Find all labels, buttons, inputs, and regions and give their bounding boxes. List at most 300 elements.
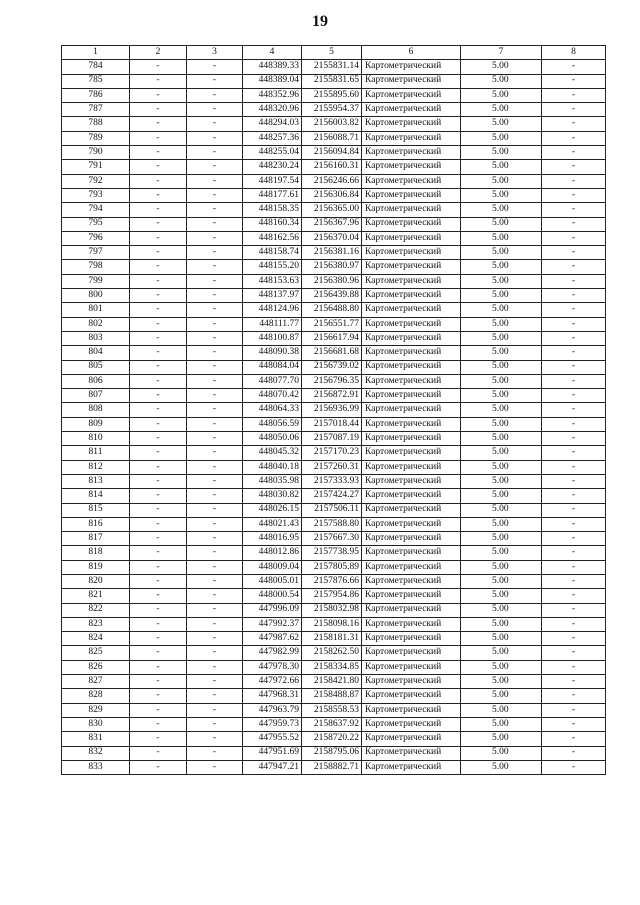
method-cell: Картометрический [362, 432, 461, 446]
table-row [62, 646, 606, 660]
method-cell: Картометрический [362, 303, 461, 317]
x-coordinate-cell: 448230.24 [243, 160, 302, 174]
table-row [62, 417, 606, 431]
method-cell: Картометрический [362, 660, 461, 674]
col2-cell: - [130, 303, 187, 317]
col8-cell: - [542, 446, 606, 460]
col2-cell: - [130, 689, 187, 703]
y-coordinate-cell: 2156796.35 [302, 374, 362, 388]
accuracy-cell: 5.00 [461, 660, 542, 674]
col8-cell: - [542, 88, 606, 102]
accuracy-cell: 5.00 [461, 746, 542, 760]
table-row [62, 403, 606, 417]
col2-cell: - [130, 474, 187, 488]
accuracy-cell: 5.00 [461, 103, 542, 117]
point-number-cell: 811 [62, 446, 130, 460]
col2-cell: - [130, 717, 187, 731]
table-row [62, 331, 606, 345]
y-coordinate-cell: 2157805.89 [302, 560, 362, 574]
y-coordinate-cell: 2156872.91 [302, 389, 362, 403]
point-number-cell: 798 [62, 260, 130, 274]
point-number-cell: 793 [62, 188, 130, 202]
col2-cell: - [130, 103, 187, 117]
header-cell: 7 [461, 46, 542, 60]
col8-cell: - [542, 489, 606, 503]
method-cell: Картометрический [362, 532, 461, 546]
method-cell: Картометрический [362, 203, 461, 217]
x-coordinate-cell: 448100.87 [243, 331, 302, 345]
table-row [62, 446, 606, 460]
col3-cell: - [187, 603, 243, 617]
col8-cell: - [542, 660, 606, 674]
accuracy-cell: 5.00 [461, 188, 542, 202]
col3-cell: - [187, 289, 243, 303]
accuracy-cell: 5.00 [461, 289, 542, 303]
col8-cell: - [542, 117, 606, 131]
col8-cell: - [542, 632, 606, 646]
accuracy-cell: 5.00 [461, 303, 542, 317]
y-coordinate-cell: 2156488.80 [302, 303, 362, 317]
point-number-cell: 832 [62, 746, 130, 760]
method-cell: Картометрический [362, 389, 461, 403]
y-coordinate-cell: 2155895.60 [302, 88, 362, 102]
col3-cell: - [187, 732, 243, 746]
col2-cell: - [130, 574, 187, 588]
x-coordinate-cell: 448045.32 [243, 446, 302, 460]
point-number-cell: 813 [62, 474, 130, 488]
col8-cell: - [542, 760, 606, 774]
accuracy-cell: 5.00 [461, 489, 542, 503]
col8-cell: - [542, 432, 606, 446]
x-coordinate-cell: 448153.63 [243, 274, 302, 288]
col2-cell: - [130, 160, 187, 174]
y-coordinate-cell: 2158795.06 [302, 746, 362, 760]
col3-cell: - [187, 460, 243, 474]
accuracy-cell: 5.00 [461, 446, 542, 460]
y-coordinate-cell: 2156160.31 [302, 160, 362, 174]
col2-cell: - [130, 732, 187, 746]
table-row [62, 574, 606, 588]
col2-cell: - [130, 88, 187, 102]
col3-cell: - [187, 88, 243, 102]
col2-cell: - [130, 246, 187, 260]
col8-cell: - [542, 675, 606, 689]
y-coordinate-cell: 2156551.77 [302, 317, 362, 331]
y-coordinate-cell: 2158882.71 [302, 760, 362, 774]
col2-cell: - [130, 260, 187, 274]
accuracy-cell: 5.00 [461, 474, 542, 488]
x-coordinate-cell: 448050.06 [243, 432, 302, 446]
col8-cell: - [542, 60, 606, 74]
accuracy-cell: 5.00 [461, 60, 542, 74]
accuracy-cell: 5.00 [461, 331, 542, 345]
y-coordinate-cell: 2156380.96 [302, 274, 362, 288]
col8-cell: - [542, 646, 606, 660]
col3-cell: - [187, 417, 243, 431]
col8-cell: - [542, 689, 606, 703]
col3-cell: - [187, 675, 243, 689]
col3-cell: - [187, 432, 243, 446]
table-row [62, 317, 606, 331]
y-coordinate-cell: 2157018.44 [302, 417, 362, 431]
col8-cell: - [542, 389, 606, 403]
table-row [62, 560, 606, 574]
point-number-cell: 786 [62, 88, 130, 102]
method-cell: Картометрический [362, 560, 461, 574]
table-row [62, 632, 606, 646]
method-cell: Картометрический [362, 589, 461, 603]
y-coordinate-cell: 2156381.16 [302, 246, 362, 260]
y-coordinate-cell: 2158637.92 [302, 717, 362, 731]
y-coordinate-cell: 2158720.22 [302, 732, 362, 746]
col2-cell: - [130, 603, 187, 617]
col8-cell: - [542, 74, 606, 88]
method-cell: Картометрический [362, 346, 461, 360]
x-coordinate-cell: 448077.70 [243, 374, 302, 388]
method-cell: Картометрический [362, 60, 461, 74]
y-coordinate-cell: 2156370.04 [302, 231, 362, 245]
method-cell: Картометрический [362, 546, 461, 560]
col3-cell: - [187, 532, 243, 546]
col8-cell: - [542, 532, 606, 546]
method-cell: Картометрический [362, 732, 461, 746]
accuracy-cell: 5.00 [461, 88, 542, 102]
point-number-cell: 831 [62, 732, 130, 746]
col3-cell: - [187, 446, 243, 460]
accuracy-cell: 5.00 [461, 589, 542, 603]
method-cell: Картометрический [362, 403, 461, 417]
col2-cell: - [130, 146, 187, 160]
col2-cell: - [130, 117, 187, 131]
header-cell: 8 [542, 46, 606, 60]
x-coordinate-cell: 447996.09 [243, 603, 302, 617]
col3-cell: - [187, 103, 243, 117]
x-coordinate-cell: 447982.99 [243, 646, 302, 660]
y-coordinate-cell: 2156380.97 [302, 260, 362, 274]
col2-cell: - [130, 532, 187, 546]
x-coordinate-cell: 447959.73 [243, 717, 302, 731]
point-number-cell: 790 [62, 146, 130, 160]
table-row [62, 474, 606, 488]
col8-cell: - [542, 217, 606, 231]
y-coordinate-cell: 2157087.19 [302, 432, 362, 446]
accuracy-cell: 5.00 [461, 146, 542, 160]
header-cell: 5 [302, 46, 362, 60]
point-number-cell: 821 [62, 589, 130, 603]
col8-cell: - [542, 589, 606, 603]
col3-cell: - [187, 60, 243, 74]
col3-cell: - [187, 489, 243, 503]
table-row [62, 174, 606, 188]
y-coordinate-cell: 2158334.85 [302, 660, 362, 674]
col3-cell: - [187, 131, 243, 145]
col3-cell: - [187, 703, 243, 717]
point-number-cell: 788 [62, 117, 130, 131]
table-row [62, 74, 606, 88]
col3-cell: - [187, 403, 243, 417]
col8-cell: - [542, 303, 606, 317]
point-number-cell: 830 [62, 717, 130, 731]
y-coordinate-cell: 2157738.95 [302, 546, 362, 560]
x-coordinate-cell: 448158.74 [243, 246, 302, 260]
accuracy-cell: 5.00 [461, 203, 542, 217]
col2-cell: - [130, 360, 187, 374]
y-coordinate-cell: 2156739.02 [302, 360, 362, 374]
col8-cell: - [542, 146, 606, 160]
col2-cell: - [130, 632, 187, 646]
method-cell: Картометрический [362, 632, 461, 646]
col8-cell: - [542, 546, 606, 560]
x-coordinate-cell: 448026.15 [243, 503, 302, 517]
table-row [62, 60, 606, 74]
col8-cell: - [542, 103, 606, 117]
y-coordinate-cell: 2156439.88 [302, 289, 362, 303]
col3-cell: - [187, 660, 243, 674]
x-coordinate-cell: 448056.59 [243, 417, 302, 431]
y-coordinate-cell: 2157260.31 [302, 460, 362, 474]
col8-cell: - [542, 188, 606, 202]
accuracy-cell: 5.00 [461, 732, 542, 746]
x-coordinate-cell: 448137.97 [243, 289, 302, 303]
col3-cell: - [187, 389, 243, 403]
col2-cell: - [130, 289, 187, 303]
method-cell: Картометрический [362, 460, 461, 474]
method-cell: Картометрический [362, 289, 461, 303]
table-row [62, 546, 606, 560]
method-cell: Картометрический [362, 617, 461, 631]
col2-cell: - [130, 460, 187, 474]
y-coordinate-cell: 2158558.53 [302, 703, 362, 717]
col3-cell: - [187, 246, 243, 260]
accuracy-cell: 5.00 [461, 460, 542, 474]
col2-cell: - [130, 432, 187, 446]
col3-cell: - [187, 632, 243, 646]
col8-cell: - [542, 203, 606, 217]
x-coordinate-cell: 448030.82 [243, 489, 302, 503]
method-cell: Картометрический [362, 217, 461, 231]
x-coordinate-cell: 448352.96 [243, 88, 302, 102]
y-coordinate-cell: 2157588.80 [302, 517, 362, 531]
table-row [62, 303, 606, 317]
x-coordinate-cell: 448389.33 [243, 60, 302, 74]
col2-cell: - [130, 675, 187, 689]
method-cell: Картометрический [362, 746, 461, 760]
y-coordinate-cell: 2157876.66 [302, 574, 362, 588]
point-number-cell: 797 [62, 246, 130, 260]
method-cell: Картометрический [362, 675, 461, 689]
point-number-cell: 804 [62, 346, 130, 360]
x-coordinate-cell: 448021.43 [243, 517, 302, 531]
col3-cell: - [187, 331, 243, 345]
method-cell: Картометрический [362, 160, 461, 174]
point-number-cell: 819 [62, 560, 130, 574]
col2-cell: - [130, 203, 187, 217]
method-cell: Картометрический [362, 417, 461, 431]
table-row [62, 289, 606, 303]
method-cell: Картометрический [362, 360, 461, 374]
col3-cell: - [187, 546, 243, 560]
accuracy-cell: 5.00 [461, 517, 542, 531]
x-coordinate-cell: 448257.36 [243, 131, 302, 145]
col8-cell: - [542, 746, 606, 760]
accuracy-cell: 5.00 [461, 703, 542, 717]
y-coordinate-cell: 2155831.14 [302, 60, 362, 74]
point-number-cell: 833 [62, 760, 130, 774]
col8-cell: - [542, 603, 606, 617]
col8-cell: - [542, 174, 606, 188]
col2-cell: - [130, 374, 187, 388]
col2-cell: - [130, 231, 187, 245]
point-number-cell: 826 [62, 660, 130, 674]
accuracy-cell: 5.00 [461, 717, 542, 731]
x-coordinate-cell: 447951.69 [243, 746, 302, 760]
col3-cell: - [187, 346, 243, 360]
y-coordinate-cell: 2156681.68 [302, 346, 362, 360]
table-row [62, 160, 606, 174]
x-coordinate-cell: 448197.54 [243, 174, 302, 188]
method-cell: Картометрический [362, 703, 461, 717]
x-coordinate-cell: 448155.20 [243, 260, 302, 274]
method-cell: Картометрический [362, 489, 461, 503]
table-row [62, 274, 606, 288]
col8-cell: - [542, 717, 606, 731]
y-coordinate-cell: 2157424.27 [302, 489, 362, 503]
table-row [62, 746, 606, 760]
method-cell: Картометрический [362, 474, 461, 488]
point-number-cell: 792 [62, 174, 130, 188]
col8-cell: - [542, 346, 606, 360]
point-number-cell: 817 [62, 532, 130, 546]
col8-cell: - [542, 260, 606, 274]
col3-cell: - [187, 260, 243, 274]
x-coordinate-cell: 448160.34 [243, 217, 302, 231]
point-number-cell: 827 [62, 675, 130, 689]
col3-cell: - [187, 646, 243, 660]
point-number-cell: 795 [62, 217, 130, 231]
point-number-cell: 823 [62, 617, 130, 631]
x-coordinate-cell: 448294.03 [243, 117, 302, 131]
accuracy-cell: 5.00 [461, 131, 542, 145]
col2-cell: - [130, 760, 187, 774]
col2-cell: - [130, 74, 187, 88]
accuracy-cell: 5.00 [461, 74, 542, 88]
col2-cell: - [130, 217, 187, 231]
table-row [62, 188, 606, 202]
method-cell: Картометрический [362, 374, 461, 388]
header-cell: 1 [62, 46, 130, 60]
point-number-cell: 807 [62, 389, 130, 403]
table-row [62, 217, 606, 231]
x-coordinate-cell: 448070.42 [243, 389, 302, 403]
table-row [62, 760, 606, 774]
method-cell: Картометрический [362, 117, 461, 131]
col3-cell: - [187, 360, 243, 374]
col8-cell: - [542, 460, 606, 474]
accuracy-cell: 5.00 [461, 346, 542, 360]
table-row [62, 246, 606, 260]
col2-cell: - [130, 389, 187, 403]
x-coordinate-cell: 447972.66 [243, 675, 302, 689]
coordinates-table [61, 45, 606, 775]
point-number-cell: 784 [62, 60, 130, 74]
col3-cell: - [187, 746, 243, 760]
col2-cell: - [130, 188, 187, 202]
table-row [62, 732, 606, 746]
table-row [62, 360, 606, 374]
col2-cell: - [130, 417, 187, 431]
col8-cell: - [542, 517, 606, 531]
table-row [62, 88, 606, 102]
col3-cell: - [187, 117, 243, 131]
col2-cell: - [130, 646, 187, 660]
method-cell: Картометрический [362, 231, 461, 245]
col8-cell: - [542, 503, 606, 517]
col2-cell: - [130, 60, 187, 74]
accuracy-cell: 5.00 [461, 617, 542, 631]
col2-cell: - [130, 346, 187, 360]
accuracy-cell: 5.00 [461, 374, 542, 388]
method-cell: Картометрический [362, 74, 461, 88]
point-number-cell: 787 [62, 103, 130, 117]
col3-cell: - [187, 146, 243, 160]
col3-cell: - [187, 217, 243, 231]
table-row [62, 203, 606, 217]
col8-cell: - [542, 246, 606, 260]
method-cell: Картометрический [362, 517, 461, 531]
x-coordinate-cell: 447955.52 [243, 732, 302, 746]
method-cell: Картометрический [362, 246, 461, 260]
accuracy-cell: 5.00 [461, 317, 542, 331]
col3-cell: - [187, 589, 243, 603]
col2-cell: - [130, 589, 187, 603]
y-coordinate-cell: 2156088.71 [302, 131, 362, 145]
y-coordinate-cell: 2155954.37 [302, 103, 362, 117]
accuracy-cell: 5.00 [461, 689, 542, 703]
table-row [62, 374, 606, 388]
y-coordinate-cell: 2156306.84 [302, 188, 362, 202]
x-coordinate-cell: 448124.96 [243, 303, 302, 317]
col8-cell: - [542, 574, 606, 588]
col8-cell: - [542, 560, 606, 574]
col8-cell: - [542, 160, 606, 174]
table-row [62, 603, 606, 617]
x-coordinate-cell: 448320.96 [243, 103, 302, 117]
method-cell: Картометрический [362, 717, 461, 731]
method-cell: Картометрический [362, 88, 461, 102]
col2-cell: - [130, 174, 187, 188]
col8-cell: - [542, 703, 606, 717]
point-number-cell: 805 [62, 360, 130, 374]
x-coordinate-cell: 448111.77 [243, 317, 302, 331]
point-number-cell: 820 [62, 574, 130, 588]
x-coordinate-cell: 448009.04 [243, 560, 302, 574]
table-row [62, 675, 606, 689]
accuracy-cell: 5.00 [461, 174, 542, 188]
col3-cell: - [187, 689, 243, 703]
y-coordinate-cell: 2156094.84 [302, 146, 362, 160]
method-cell: Картометрический [362, 689, 461, 703]
x-coordinate-cell: 448035.98 [243, 474, 302, 488]
y-coordinate-cell: 2156936.99 [302, 403, 362, 417]
col8-cell: - [542, 374, 606, 388]
col2-cell: - [130, 560, 187, 574]
col8-cell: - [542, 274, 606, 288]
header-cell: 2 [130, 46, 187, 60]
point-number-cell: 794 [62, 203, 130, 217]
col3-cell: - [187, 74, 243, 88]
accuracy-cell: 5.00 [461, 574, 542, 588]
y-coordinate-cell: 2157667.30 [302, 532, 362, 546]
